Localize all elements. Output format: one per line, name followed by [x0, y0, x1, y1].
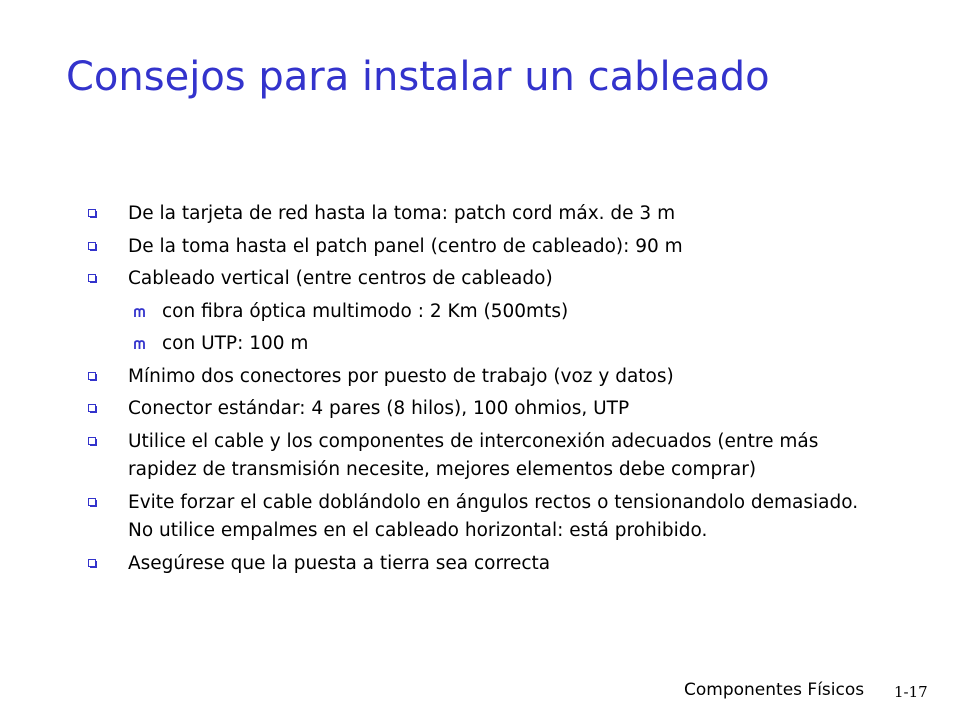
m-bullet-icon — [134, 340, 145, 349]
square-bullet-icon — [88, 404, 98, 414]
bullet-item — [88, 363, 888, 392]
bullet-list — [88, 200, 888, 582]
bullet-item — [88, 233, 888, 262]
bullet-item — [88, 200, 888, 229]
square-bullet-icon — [88, 372, 98, 382]
sub-bullet-item — [134, 330, 888, 359]
bullet-item — [88, 265, 888, 294]
bullet-text: Conector estándar: 4 pares (8 hilos), 100 ohmios, UTP — [128, 398, 630, 419]
bullet-text: Evite forzar el cable doblándolo en ángulos rectos o tensionandolo demasiado. No utilice empalmes en el cableado horizontal: está prohibido. — [128, 491, 859, 541]
square-bullet-icon — [88, 437, 98, 447]
sub-bullet-item — [134, 298, 888, 327]
bullet-text: Cableado vertical (entre centros de cableado) — [128, 268, 553, 289]
square-bullet-icon — [88, 274, 98, 284]
bullet-text: Utilice el cable y los componentes de interconexión adecuados (entre más rapidez de transmisión necesite, mejores elementos debe comprar) — [128, 430, 819, 480]
footer-label: Componentes Físicos — [684, 680, 865, 700]
bullet-text: De la tarjeta de red hasta la toma: patch cord máx. de 3 m — [128, 203, 676, 224]
slide-title: Consejos para instalar un cableado — [66, 54, 770, 100]
square-bullet-icon — [88, 242, 98, 252]
bullet-item — [88, 395, 888, 424]
bullet-item — [88, 550, 888, 579]
bullet-text: Mínimo dos conectores por puesto de trabajo (voz y datos) — [128, 365, 674, 387]
square-bullet-icon — [88, 498, 98, 508]
page-number: 1-17 — [894, 683, 928, 701]
bullet-text: con UTP: 100 m — [162, 333, 309, 354]
square-bullet-icon — [88, 209, 98, 219]
bullet-text: De la toma hasta el patch panel (centro de cableado): 90 m — [128, 235, 683, 257]
bullet-text: con fibra óptica multimodo : 2 Km (500mts) — [162, 300, 569, 322]
square-bullet-icon — [88, 559, 98, 569]
bullet-item — [88, 428, 888, 485]
m-bullet-icon — [134, 308, 145, 317]
bullet-text: Asegúrese que la puesta a tierra sea correcta — [128, 552, 551, 574]
bullet-item — [88, 489, 888, 546]
